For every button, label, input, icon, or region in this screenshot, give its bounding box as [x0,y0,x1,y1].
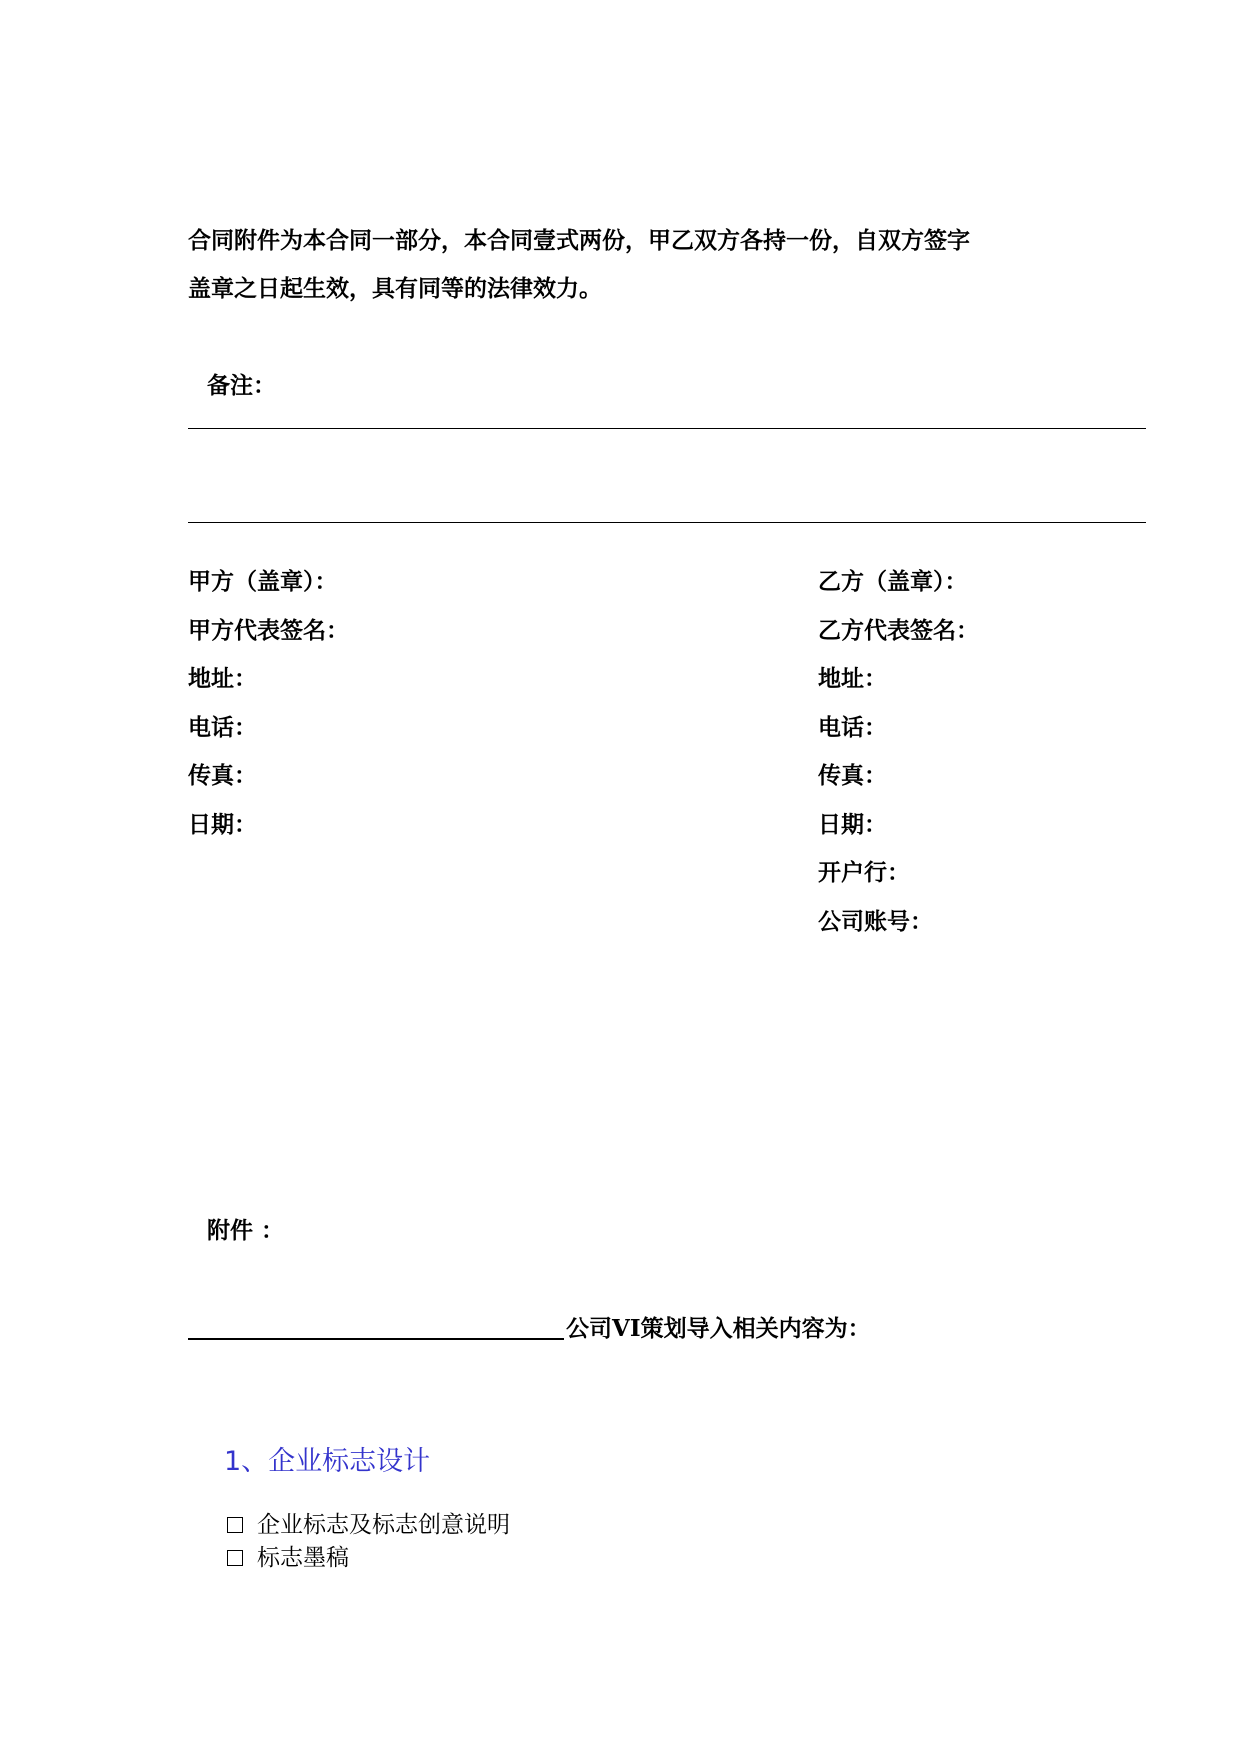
party-a-date: 日期： [188,811,257,838]
party-b-date: 日期： [818,811,887,838]
remarks-label: 备注： [207,372,276,399]
party-b-address: 地址： [818,665,887,692]
party-b-account: 公司账号： [818,908,933,935]
contract-clause-line-1: 合同附件为本合同一部分，本合同壹式两份，甲乙双方各持一份，自双方签字 [188,227,970,254]
checklist-item [227,1547,349,1570]
party-b-phone: 电话： [818,714,887,741]
party-a-rep-sign: 甲方代表签名： [188,617,349,644]
party-b-rep-sign: 乙方代表签名： [818,617,979,644]
party-a-seal: 甲方（盖章）： [188,568,338,595]
remarks-line-2 [188,522,1146,523]
attachment-label: 附件 ： [207,1217,285,1244]
attachment-intro [188,1316,871,1340]
checkbox-icon [227,1517,243,1533]
party-b-seal: 乙方（盖章）： [818,568,968,595]
party-a-fax: 传真： [188,762,257,789]
party-a-phone: 电话： [188,714,257,741]
party-a-address: 地址： [188,665,257,692]
attachment-intro-text: 公司VI策划导入相关内容为： [566,1315,871,1342]
checklist-item-label: 企业标志及标志创意说明 [257,1512,510,1538]
party-b-bank: 开户行： [818,859,910,886]
party-b-fax: 传真： [818,762,887,789]
contract-clause-line-2: 盖章之日起生效，具有同等的法律效力。 [188,275,602,302]
remarks-line-1 [188,428,1146,429]
checklist-item-label: 标志墨稿 [257,1545,349,1571]
section-title: 1、企业标志设计 [224,1446,431,1477]
company-name-blank [188,1316,564,1340]
checklist-item [227,1514,510,1537]
checkbox-icon [227,1550,243,1566]
